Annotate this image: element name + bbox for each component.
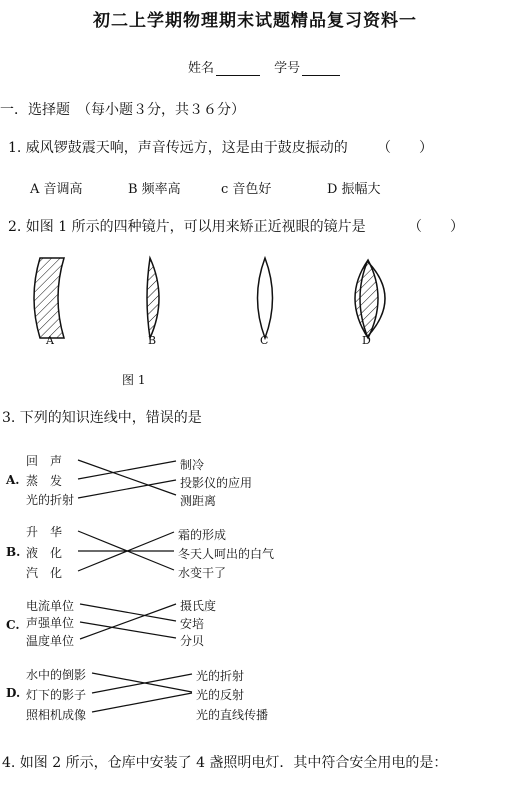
lens-d-shape [355,260,378,338]
group-b-left-3: 汽 化 [26,566,63,580]
group-d-right-2: 光的反射 [196,688,245,702]
lens-a-shape [34,258,64,338]
group-b-right-2: 冬天人呵出的白气 [178,547,275,561]
line-c-1 [80,604,176,621]
group-b-right-1: 霜的形成 [178,528,227,542]
name-label: 姓名 [188,61,215,76]
q1-option-c: c 音色好 [221,182,272,197]
q4-text: 4. 如图 2 所示，仓库中安装了 4 盏照明电灯．其中符合安全用电的是： [2,755,448,771]
line-a-2 [78,461,176,479]
line-d-1 [92,673,192,692]
group-d-right-3: 光的直线传播 [196,708,269,722]
group-c-right-3: 分贝 [180,634,205,648]
lens-label-c: C [260,334,269,347]
group-d-left-2: 灯下的影子 [26,688,87,702]
group-b-left-1: 升 华 [26,525,63,539]
q3-connector-lines [0,440,510,730]
q1-option-a: A 音调高 [30,182,83,197]
line-d-2 [92,674,192,693]
lens-figure [0,250,510,360]
line-c-2 [80,622,176,638]
q1-option-d: D 振幅大 [327,182,381,197]
group-a-left-3: 光的折射 [26,493,75,507]
line-a-3 [78,480,176,498]
q1-option-b: B 频率高 [128,182,181,197]
lens-b-shape [147,258,159,338]
group-a-left-2: 蒸 发 [26,474,63,488]
group-c-left-2: 声强单位 [26,616,75,630]
group-b-right-3: 水变干了 [178,566,227,580]
id-label: 学号 [274,61,301,76]
lens-c-shape [258,258,273,338]
page-title: 初二上学期物理期末试题精品复习资料一 [93,11,417,31]
line-a-1 [78,460,176,495]
line-d-3 [92,693,192,712]
group-c-left-3: 温度单位 [26,634,75,648]
group-b-label: B. [6,545,21,559]
group-c-label: C. [6,618,20,632]
group-d-label: D. [6,686,21,700]
lens-label-a: A [46,334,54,347]
q2-text: 2. 如图 1 所示的四种镜片，可以用来矫正近视眼的镜片是 [8,219,366,235]
group-c-right-1: 摄氏度 [180,599,217,613]
q1-text: 1. 威风锣鼓震天响，声音传远方，这是由于鼓皮振动的 [8,140,348,156]
group-a-left-1: 回 声 [26,454,63,468]
line-c-3 [80,604,176,639]
name-id-line [188,57,340,76]
group-a-right-2: 投影仪的应用 [180,476,253,490]
group-d-left-1: 水中的倒影 [26,668,87,682]
q2-paren: （ ） [408,219,464,235]
group-a-right-1: 制冷 [180,458,205,472]
group-c-right-2: 安培 [180,617,205,631]
id-blank [302,63,340,76]
figure-1-caption: 图 1 [122,373,146,387]
group-b-left-2: 液 化 [26,546,63,560]
group-a-label: A. [6,473,20,487]
q1-paren: （ ） [377,140,433,156]
group-c-left-1: 电流单位 [26,599,75,613]
lens-label-b: B [148,334,157,347]
section-heading: 一．选择题 （每小题３分，共３６分） [0,102,245,118]
q3-text: 3. 下列的知识连线中，错误的是 [2,410,202,426]
lens-label-d: D [362,334,371,347]
group-a-right-3: 测距离 [180,494,217,508]
group-d-left-3: 照相机成像 [26,708,87,722]
name-blank [216,63,260,76]
group-d-right-1: 光的折射 [196,669,245,683]
